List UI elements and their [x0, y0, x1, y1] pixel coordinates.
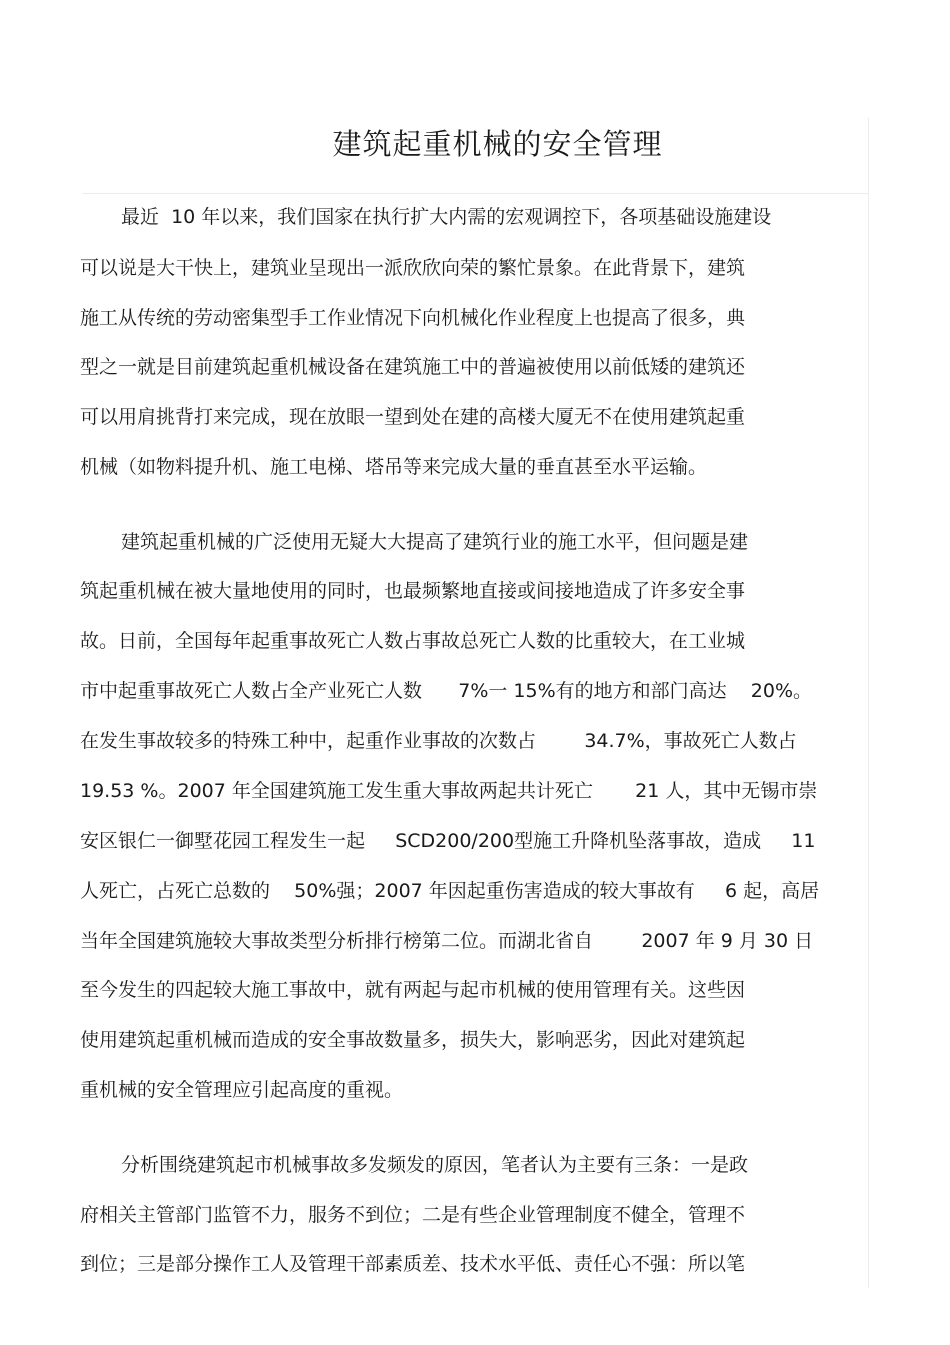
paragraph-line: 至今发生的四起较大施工事故中，就有两起与起市机械的使用管理有关。这些因: [80, 979, 746, 1001]
document-title: 建筑起重机械的安全管理: [332, 127, 663, 161]
paragraph-line: 型之一就是目前建筑起重机械设备在建筑施工中的普遍被使用以前低矮的建筑还: [80, 356, 746, 378]
paragraph-line: 分析围绕建筑起市机械事故多发频发的原因，笔者认为主要有三条：一是政: [121, 1154, 749, 1176]
paragraph-line: 19.53 %。2007 年全国建筑施工发生重大事故两起共计死亡 21 人，其中无锡市崇: [80, 780, 818, 802]
paragraph-line: 当年全国建筑施较大事故类型分析排行榜第二位。而湖北省自 2007 年 9 月 30 日: [80, 930, 814, 952]
paragraph-line: 施工从传统的劳动密集型手工作业情况下向机械化作业程度上也提高了很多，典: [80, 307, 746, 329]
paragraph-line: 使用建筑起重机械而造成的安全事故数量多，损失大，影响恶劣，因此对建筑起: [80, 1029, 746, 1051]
paragraph-line: 可以说是大干快上，建筑业呈现出一派欣欣向荣的繁忙景象。在此背景下，建筑: [80, 257, 746, 279]
paragraph-line: 重机械的安全管理应引起高度的重视。: [80, 1079, 404, 1101]
paragraph-line: 府相关主管部门监管不力，服务不到位；二是有些企业管理制度不健全，管理不: [80, 1204, 746, 1226]
paragraph-line: 到位；三是部分操作工人及管理干部素质差、技术水平低、责任心不强：所以笔: [80, 1253, 746, 1275]
header-divider: [82, 193, 868, 194]
paragraph-line: 故。日前，全国每年起重事故死亡人数占事故总死亡人数的比重较大，在工业城: [80, 630, 746, 652]
paragraph-line: 建筑起重机械的广泛使用无疑大大提高了建筑行业的施工水平，但问题是建: [121, 531, 749, 553]
paragraph-line: 人死亡，占死亡总数的 50%强；2007 年因起重伤害造成的较大事故有 6 起，高居: [80, 880, 820, 902]
page-edge-divider: [868, 118, 869, 1288]
paragraph-line: 市中起重事故死亡人数占全产业死亡人数 7%一 15%有的地方和部门高达 20%。: [80, 680, 813, 702]
paragraph-line: 机械（如物料提升机、施工电梯、塔吊等来完成大量的垂直甚至水平运输。: [80, 456, 708, 478]
paragraph-line: 可以用肩挑背打来完成，现在放眼一望到处在建的高楼大厦无不在使用建筑起重: [80, 406, 746, 428]
paragraph-line: 安区银仁一御墅花园工程发生一起 SCD200/200型施工升降机坠落事故，造成 11: [80, 830, 816, 852]
paragraph-line: 最近 10 年以来，我们国家在执行扩大内需的宏观调控下，各项基础设施建设: [121, 206, 772, 228]
paragraph-line: 筑起重机械在被大量地使用的同时，也最频繁地直接或间接地造成了许多安全事: [80, 580, 746, 602]
paragraph-line: 在发生事故较多的特殊工种中，起重作业事故的次数占 34.7%，事故死亡人数占: [80, 730, 797, 752]
